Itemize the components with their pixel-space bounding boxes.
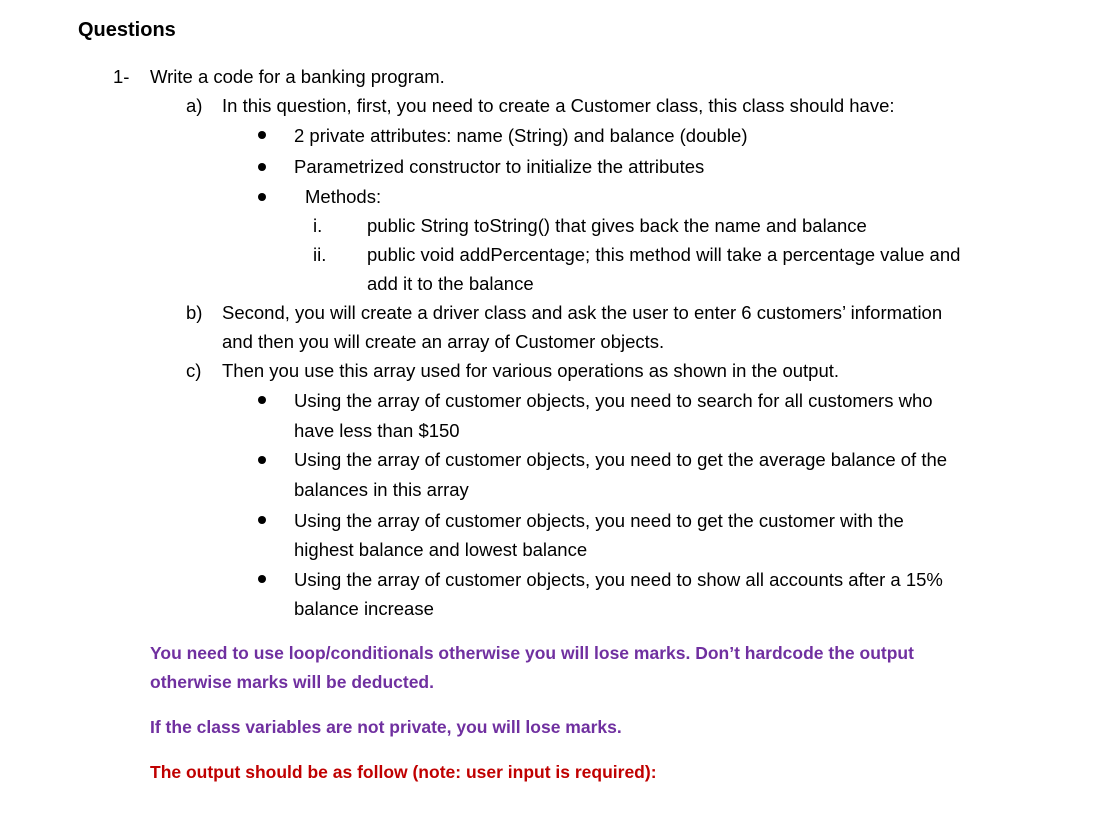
part-c-bullet-2-cont: balances in this array	[294, 479, 469, 500]
bullet-icon	[258, 163, 266, 171]
part-c-text: Then you use this array used for various operations as shown in the output.	[222, 360, 840, 381]
part-c-bullet-2: Using the array of customer objects, you need to get the average balance of the	[294, 449, 948, 470]
loop-note: You need to use loop/conditionals otherwise you will lose marks. Don’t hardcode the output	[150, 643, 914, 663]
part-b-text-cont: and then you will create an array of Customer objects.	[222, 331, 665, 352]
bullet-icon	[258, 396, 266, 404]
method-ii-text-cont: add it to the balance	[367, 273, 534, 294]
bullet-icon	[258, 575, 266, 583]
question-text: Write a code for a banking program.	[150, 66, 445, 87]
part-c-bullet-1: Using the array of customer objects, you need to search for all customers who	[294, 390, 933, 411]
bullet-icon	[258, 131, 266, 139]
part-c-bullet-4: Using the array of customer objects, you need to show all accounts after a 15%	[294, 569, 943, 590]
part-c-label: c)	[186, 360, 202, 381]
part-c-bullet-4-cont: balance increase	[294, 598, 434, 619]
part-c-bullet-3: Using the array of customer objects, you need to get the customer with the	[294, 510, 904, 531]
part-a-bullet-1: 2 private attributes: name (String) and balance (double)	[294, 125, 748, 146]
part-a-label: a)	[186, 95, 203, 116]
part-b-text: Second, you will create a driver class and ask the user to enter 6 customers’ information	[222, 302, 943, 323]
question-number: 1-	[113, 66, 130, 87]
part-a-bullet-3: Methods:	[305, 186, 382, 207]
output-note: The output should be as follow (note: user input is required):	[150, 762, 657, 782]
bullet-icon	[258, 516, 266, 524]
part-b-label: b)	[186, 302, 203, 323]
private-note: If the class variables are not private, you will lose marks.	[150, 717, 622, 737]
part-c-bullet-3-cont: highest balance and lowest balance	[294, 539, 588, 560]
bullet-icon	[258, 193, 266, 201]
method-ii-label: ii.	[313, 244, 327, 265]
loop-note-cont: otherwise marks will be deducted.	[150, 672, 434, 692]
page-heading: Questions	[78, 19, 176, 41]
part-a-text: In this question, first, you need to create a Customer class, this class should have:	[222, 95, 895, 116]
method-ii-text: public void addPercentage; this method will take a percentage value and	[367, 244, 961, 265]
bullet-icon	[258, 456, 266, 464]
method-i-text: public String toString() that gives back the name and balance	[367, 215, 867, 236]
method-i-label: i.	[313, 215, 323, 236]
part-c-bullet-1-cont: have less than $150	[294, 420, 460, 441]
part-a-bullet-2: Parametrized constructor to initialize the attributes	[294, 156, 705, 177]
